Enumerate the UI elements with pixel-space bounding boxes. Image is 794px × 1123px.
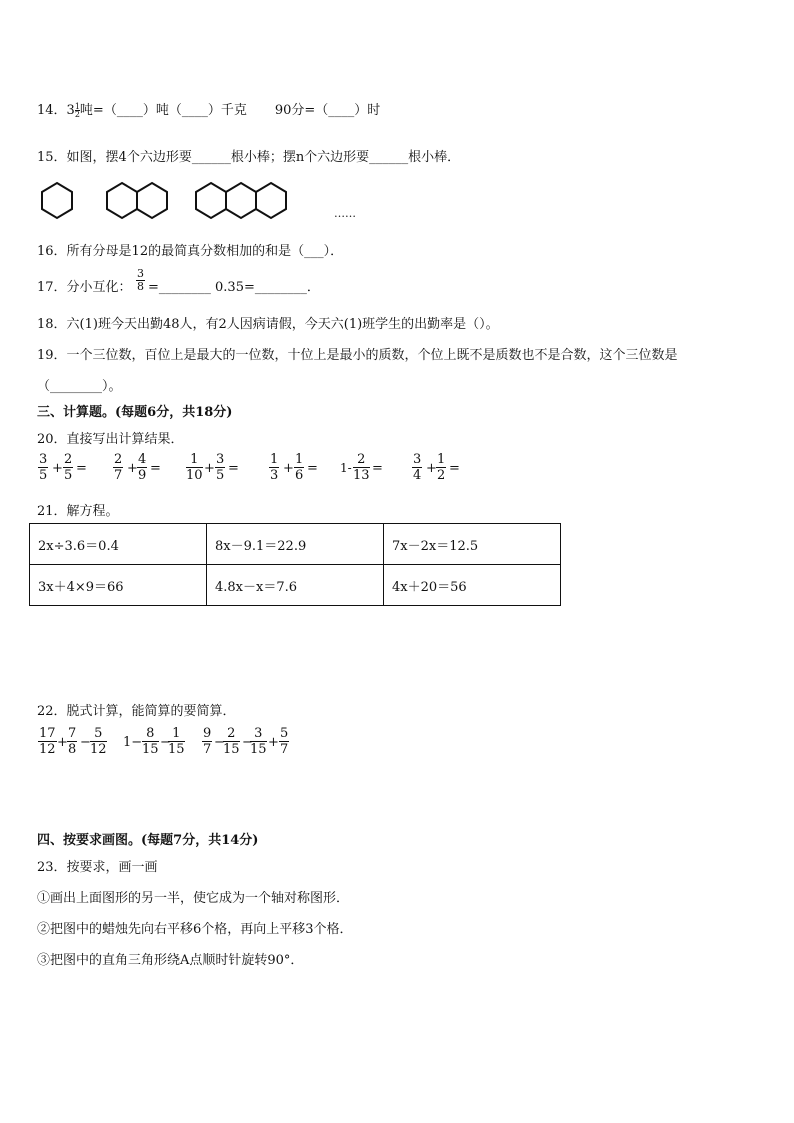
equation-cell: 4.8x－x＝7.6 [207,565,384,606]
q20-4-b-den: 6 [295,468,304,483]
q22-2-a-num: 8 [142,726,159,742]
q16-text: 16．所有分母是12的最简真分数相加的和是（___）． [37,244,344,259]
q20-3-a-den: 10 [186,468,203,483]
q22-1-a-num: 17 [39,726,56,741]
q20-6-a-num: 3 [413,452,422,467]
q23-item-2: ②把图中的蜡烛先向右平移6个格，再向上平移3个格． [37,922,353,937]
equation-table [29,523,561,606]
q22-1-a-den: 12 [39,742,56,757]
q14-part-a: 吨=（____）吨（____）千克 [79,103,247,118]
q23-item-1: ①画出上面图形的另一半，使它成为一个轴对称图形． [37,891,350,906]
q17-frac-num: 3 [137,267,144,280]
q20-4-a-den: 3 [270,468,279,483]
q20-2-a-num: 2 [114,452,123,467]
q22-3-c-num: 3 [250,726,267,742]
q20-title: 20．直接写出计算结果． [37,432,184,447]
q20-1-op: + [52,461,63,476]
hexagon-3b [226,183,256,218]
q20-5-eq: = [372,461,383,476]
equation-cell: 4x＋20＝56 [384,565,561,606]
q17-frac-den: 8 [137,280,144,293]
q20-3-a-num: 1 [186,452,203,468]
q20-4-b-num: 1 [295,452,304,467]
q14-whole: 3 [66,103,75,118]
hexagon-2a [107,183,137,218]
q20-1-b-den: 5 [64,468,73,483]
q20-6-b-num: 1 [437,452,446,467]
q19-line1: 19．一个三位数，百位上是最大的一位数，十位上是最小的质数，个位上既不是质数也不是合数，这个三位数是 [37,348,678,363]
q22-1-op2: − [80,735,91,750]
q20-5-lead: 1- [340,461,352,475]
q23-title: 23．按要求，画一画 [37,860,158,875]
q22-3-d-den: 7 [280,742,289,757]
q22-3-op1: − [214,735,225,750]
q22-2-lead: 1− [123,735,143,750]
q22-1-c-num: 5 [90,726,107,742]
q14-frac-den: 2 [74,110,80,119]
q20-1-eq: = [76,461,87,476]
q20-1-b-num: 2 [64,452,73,467]
q20-2-op: + [127,461,138,476]
q22-2-op1: − [160,735,171,750]
q20-4-op: + [283,461,294,476]
equation-cell: 2x÷3.6＝0.4 [30,524,207,565]
q20-1-a-num: 3 [39,452,48,467]
q22-1-b-den: 8 [68,742,77,757]
q22-3-b-den: 15 [223,742,240,757]
q20-6-op: + [426,461,437,476]
q22-1-op1: + [57,735,68,750]
q21-title: 21．解方程。 [37,504,119,519]
q22-3-c-den: 15 [250,742,267,757]
q18-text: 18．六(1)班今天出勤48人，有2人因病请假，今天六(1)班学生的出勤率是（）。 [37,317,499,332]
q20-6-eq: = [449,461,460,476]
hexagon-1 [42,183,72,218]
q20-5-b-num: 2 [353,452,370,468]
q20-5-b-den: 13 [353,468,370,483]
q22-2-a-den: 15 [142,742,159,757]
q17-after-fraction: =________ 0.35=________． [148,280,320,295]
q20-3-b-num: 3 [216,452,225,467]
q22-2-b-num: 1 [168,726,185,742]
q20-6-a-den: 4 [413,468,422,483]
q20-3-eq: = [228,461,239,476]
q17-prefix: 17．分小互化： [37,280,132,295]
q22-3-op3: + [268,735,279,750]
q14-frac-num: 1 [74,102,80,111]
q15-ellipsis: …… [334,207,356,220]
hexagon-figure [36,181,296,221]
q22-2-b-den: 15 [168,742,185,757]
q22-title: 22．脱式计算，能简算的要简算． [37,704,236,719]
section3-title: 三、计算题。(每题6分，共18分) [37,405,233,420]
q22-3-op2: − [242,735,253,750]
q23-item-3: ③把图中的直角三角形绕A点顺时针旋转90°． [37,953,304,968]
equation-cell: 8x－9.1＝22.9 [207,524,384,565]
hexagon-3c [256,183,286,218]
q14-part-b: 90分=（____）时 [274,103,381,118]
q22-1-c-den: 12 [90,742,107,757]
q20-2-b-den: 9 [138,468,147,483]
q20-2-b-num: 4 [138,452,147,467]
q22-3-a-num: 9 [203,726,212,741]
equation-cell: 3x＋4×9＝66 [30,565,207,606]
hexagon-3a [196,183,226,218]
q20-2-a-den: 7 [114,468,123,483]
q22-1-b-num: 7 [68,726,77,741]
table-row [30,524,561,565]
table-row [30,565,561,606]
q20-3-op: + [204,461,215,476]
q20-4-a-num: 1 [270,452,279,467]
q20-4-eq: = [307,461,318,476]
q22-3-a-den: 7 [203,742,212,757]
q22-3-d-num: 5 [280,726,289,741]
q17-fraction [136,268,145,293]
q20-1-a-den: 5 [39,468,48,483]
q22-3-b-num: 2 [223,726,240,742]
equation-cell: 7x－2x＝12.5 [384,524,561,565]
section4-title: 四、按要求画图。(每题7分，共14分) [37,833,259,848]
q20-6-b-den: 2 [437,468,446,483]
q15-text: 15．如图，摆4个六边形要______根小棒；摆n个六边形要______根小棒． [37,150,461,165]
hexagon-2b [137,183,167,218]
q14-number: 14． [37,103,67,118]
q20-2-eq: = [150,461,161,476]
q14-line [37,99,380,118]
q20-3-b-den: 5 [216,468,225,483]
q19-line2: （________）。 [37,379,122,394]
